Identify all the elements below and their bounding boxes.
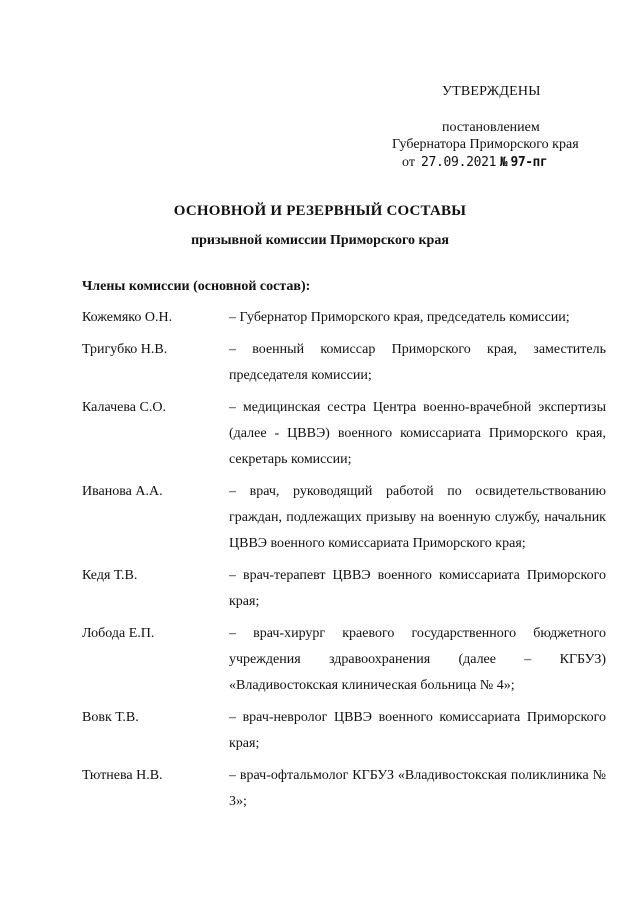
member-name: Тригубко Н.В. [82, 342, 168, 357]
member-name: Лобода Е.П. [82, 626, 155, 641]
member-role: – врач-терапевт ЦВВЭ военного комиссариата Приморского края; [229, 568, 606, 609]
member-role: – военный комиссар Приморского края, заместитель председателя комиссии; [229, 342, 606, 383]
document-subtitle: призывной комиссии Приморского края [191, 233, 449, 248]
resolution-date-line [402, 153, 547, 172]
resolution-date: 27.09.2021 [420, 155, 497, 170]
member-name: Кедя Т.В. [82, 568, 138, 583]
member-row [82, 705, 606, 757]
member-role: – врач-невролог ЦВВЭ военного комиссариата Приморского края; [229, 710, 606, 751]
member-name: Калачева С.О. [82, 400, 166, 415]
member-name: Тютнева Н.В. [82, 768, 163, 783]
from-word: от [402, 155, 415, 170]
member-role: – врач, руководящий работой по освидетельствованию граждан, подлежащих призыву на военную службу, начальник ЦВВЭ военного комиссариата Приморского края; [229, 484, 606, 551]
member-row [82, 479, 606, 557]
member-name: Вовк Т.В. [82, 710, 139, 725]
member-role: – врач-хирург краевого государственного бюджетного учреждения здравоохранения (далее – КГБУЗ) «Владивостокская клиническая больница № 4»; [229, 626, 606, 693]
member-row [82, 621, 606, 699]
member-name: Кожемяко О.Н. [82, 310, 173, 325]
approved-label: УТВЕРЖДЕНЫ [442, 84, 541, 99]
member-row [82, 563, 606, 615]
member-row [82, 763, 606, 815]
section-heading: Члены комиссии (основной состав): [82, 279, 311, 294]
number-sign: № [499, 155, 508, 170]
member-role: – Губернатор Приморского края, председатель комиссии; [229, 310, 570, 325]
members-list [82, 305, 606, 821]
member-row [82, 305, 606, 331]
document-title: ОСНОВНОЙ И РЕЗЕРВНЫЙ СОСТАВЫ [173, 203, 467, 219]
member-row [82, 395, 606, 473]
authority-label: Губернатора Приморского края [392, 137, 579, 152]
member-role: – медицинская сестра Центра военно-врачебной экспертизы (далее - ЦВВЭ) военного комиссариата Приморского края, секретарь комиссии; [229, 400, 606, 467]
member-name: Иванова А.А. [82, 484, 163, 499]
member-row [82, 337, 606, 389]
member-role: – врач-офтальмолог КГБУЗ «Владивостокская поликлиника № 3»; [229, 768, 606, 809]
resolution-label: постановлением [442, 120, 540, 135]
resolution-number: 97-пг [510, 155, 548, 170]
